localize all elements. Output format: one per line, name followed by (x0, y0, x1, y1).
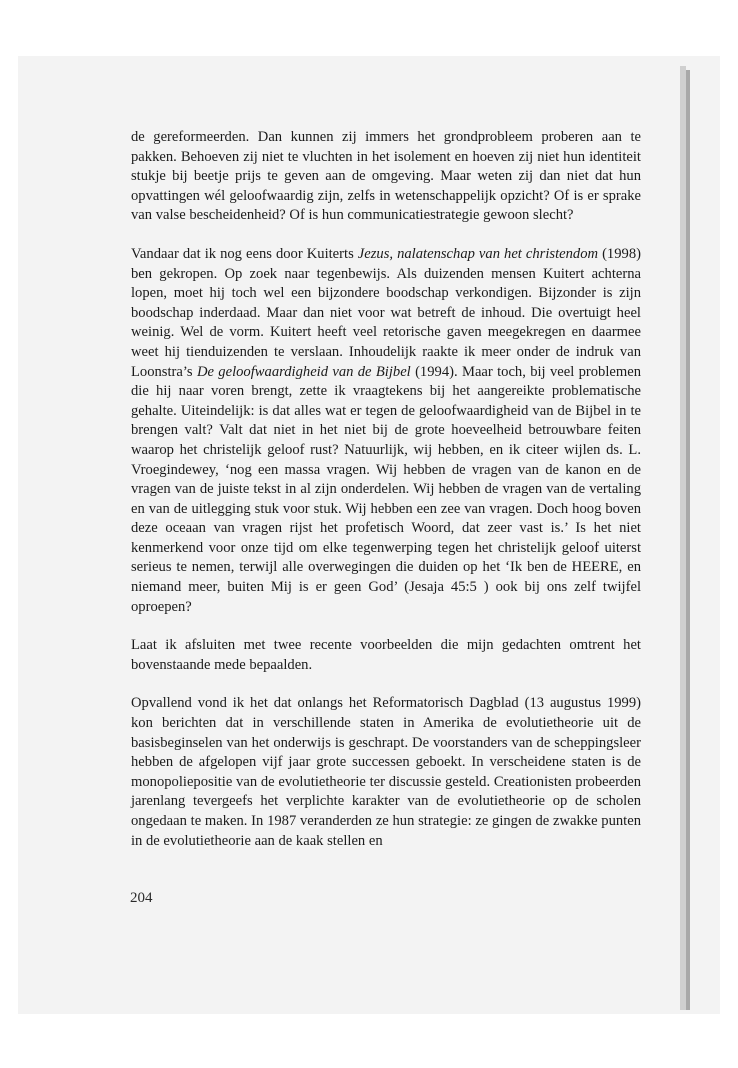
paragraph-2 (131, 245, 641, 617)
paragraph-1 (131, 128, 641, 226)
paragraph-3 (131, 636, 641, 675)
paragraph-4-text: Opvallend vond ik het dat onlangs het Reformatorisch Dagblad (13 augustus 1999) kon berichten dat in verschillende staten in Amerika de evolutietheorie uit de basisbeginselen van het onderwijs is geschrapt. De voorstanders van de scheppingsleer hebben de afgelopen vijf jaar grote successen geboekt. In verscheidene staten is de monopoliepositie van de evolutietheorie ter discussie gesteld. Creationisten probeerden jarenlang tevergeefs het verplichte karakter van de evolutietheorie op de scholen ongedaan te maken. In 1987 veranderden ze hun strategie: ze gingen de zwakke punten in de evolutietheorie aan de kaak stellen en (131, 695, 641, 849)
book-title-jezus: Jezus, nalatenschap van het christendom (357, 245, 599, 262)
page-edge-shadow-dark (686, 70, 690, 1010)
paragraph-2-text-b: (1998) ben gekropen. Op zoek naar tegenbewijs. Als duizenden mensen Kuitert achterna lopen, moet hij toch wel een bijzondere boodschap verkondigen. Bijzonder is zijn boodschap inderdaad. Maar dan niet voor wat betreft de inhoud. Die overtuigt heel weinig. Wel de vorm. Kuitert heeft veel retorische gaven meegekregen en daarmee weet hij tienduizenden te verslaan. Inhoudelijk raakte ik meer onder de indruk van Loonstra’s (131, 245, 641, 380)
paragraph-2-text-a: Vandaar dat ik nog eens door Kuiterts (131, 245, 358, 262)
book-title-geloofwaardigheid: De geloofwaardigheid van de Bijbel (196, 363, 411, 380)
paragraph-2-text-c: (1994). Maar toch, bij veel problemen die hij naar voren brengt, zette ik vraagtekens bij het aangereikte problematische gehalte. Uiteindelijk: is dat alles wat er tegen de geloofwaardigheid van de Bijbel in te brengen valt? Valt dat niet in het niet bij de grote hoeveelheid betrouwbare feiten waarop het christelijk geloof rust? Natuurlijk, wij hebben, en ik citeer wijlen ds. L. Vroegindewey, ‘nog een massa vragen. Wij hebben de vragen van de kanon en de vragen van de juiste tekst in al zijn onderdelen. Wij hebben de vragen van de vertaling en van de uitlegging stuk voor stuk. Wij hebben een zee van vragen. Doch hoog boven deze oceaan van vragen rijst het profetisch Woord, dat zeer vast is.’ Is het niet kenmerkend voor onze tijd om elke tegenwerping tegen het christelijk geloof uiterst serieus te nemen, terwijl alle overwegingen die duiden op het ‘Ik ben de HEERE, en niemand meer, buiten Mij is er geen God’ (Jesaja 45:5 ) ook bij ons zelf twijfel oproepen? (131, 363, 641, 615)
page-number: 204 (130, 890, 153, 906)
paragraph-3-text: Laat ik afsluiten met twee recente voorbeelden die mijn gedachten omtrent het bovenstaande mede bepaalden. (131, 637, 641, 673)
paragraph-1-text: de gereformeerden. Dan kunnen zij immers het grondprobleem proberen aan te pakken. Behoeven zij niet te vluchten in het isolement en hoeven zij niet hun identiteit stukje bij beetje prijs te geven aan de omgeving. Maar weten zij dan niet dat hun opvattingen wél geloofwaardig zijn, zelfs in wetenschappelijk opzicht? Of is er sprake van valse bescheidenheid? Of is hun communicatiestrategie gewoon slecht? (131, 129, 641, 224)
paragraph-4 (131, 694, 641, 851)
body-text (131, 128, 641, 870)
